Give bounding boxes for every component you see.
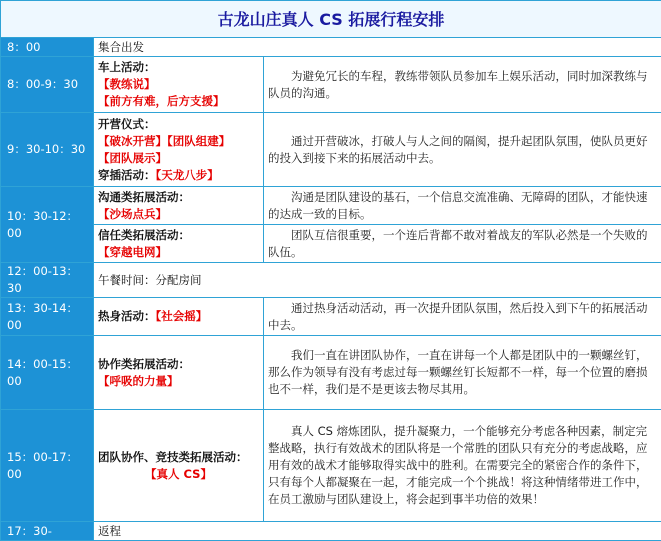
time-cell: 17：30- xyxy=(1,522,94,541)
activity-heading: 热身活动： xyxy=(98,309,156,323)
table-row xyxy=(1,298,661,336)
table-row xyxy=(1,187,661,225)
description-cell: 通过热身活动活动，再一次提升团队氛围，然后投入到下午的拓展活动中去。 xyxy=(264,298,661,336)
activity-tag: 【团队展示】 xyxy=(98,150,259,167)
activity-heading: 车上活动： xyxy=(98,59,259,76)
activity-tag: 【穿越电网】 xyxy=(98,244,259,261)
activity-cell xyxy=(94,187,264,225)
time-cell: 8：00-9：30 xyxy=(1,57,94,113)
table-row xyxy=(1,225,661,263)
activity-tag: 【前方有难，后方支援】 xyxy=(98,93,259,110)
activity-cell xyxy=(94,57,264,113)
activity-heading: 穿插活动： xyxy=(98,168,156,182)
table-row xyxy=(1,263,661,298)
table-row xyxy=(1,522,661,541)
time-cell: 15：00-17：00 xyxy=(1,410,94,522)
table-row xyxy=(1,57,661,113)
table-row xyxy=(1,410,661,522)
description-cell: 真人 CS 熔炼团队，提升凝聚力，一个能够充分考虑各种因素，制定完整战略，执行有效战术的团队将是一个常胜的团队只有充分的考虑战略，应用有效的战术才能够取得实战中的胜利。在需要完全的紧密合作的条件下，只有每个人都凝聚在一起，才能完成一个个挑战！将这种情绪带进工作中，在员工激励与团队建设上，将会起到事半功倍的效果！ xyxy=(264,410,661,522)
title-row xyxy=(1,1,661,38)
activity-cell xyxy=(94,298,264,336)
activity-heading: 开营仪式： xyxy=(98,116,259,133)
activity-cell xyxy=(94,410,264,522)
activity-heading: 信任类拓展活动： xyxy=(98,227,259,244)
time-cell: 14：00-15：00 xyxy=(1,336,94,410)
activity-tag: 【教练说】 xyxy=(98,76,259,93)
activity-tag: 【社会摇】 xyxy=(156,309,208,323)
activity-cell xyxy=(94,336,264,410)
time-cell: 10：30-12：00 xyxy=(1,187,94,263)
activity-heading: 协作类拓展活动： xyxy=(98,356,259,373)
activity-tag: 【天龙八步】 xyxy=(156,168,219,182)
time-cell: 13：30-14：00 xyxy=(1,298,94,336)
description-cell: 团队互信很重要，一个连后背都不敢对着战友的军队必然是一个失败的队伍。 xyxy=(264,225,661,263)
time-cell: 8：00 xyxy=(1,38,94,57)
activity-cell: 返程 xyxy=(94,522,661,541)
table-row xyxy=(1,113,661,187)
activity-tag: 【呼吸的力量】 xyxy=(98,373,259,390)
activity-cell: 集合出发 xyxy=(94,38,661,57)
activity-heading: 沟通类拓展活动： xyxy=(98,189,259,206)
table-row xyxy=(1,336,661,410)
activity-tag: 【破冰开营】【团队组建】 xyxy=(98,133,259,150)
activity-cell xyxy=(94,113,264,187)
description-cell: 沟通是团队建设的基石，一个信息交流准确、无障碍的团队，才能快速的达成一致的目标。 xyxy=(264,187,661,225)
page-title: 古龙山庄真人 CS 拓展行程安排 xyxy=(1,1,661,38)
time-cell: 12：00-13：30 xyxy=(1,263,94,298)
description-cell: 通过开营破冰，打破人与人之间的隔阂，提升起团队氛围，使队员更好的投入到接下来的拓展活动中去。 xyxy=(264,113,661,187)
activity-cell xyxy=(94,225,264,263)
table-row xyxy=(1,38,661,57)
activity-heading: 团队协作、竞技类拓展活动： xyxy=(98,449,259,466)
description-cell: 为避免冗长的车程，教练带领队员参加车上娱乐活动，同时加深教练与队员的沟通。 xyxy=(264,57,661,113)
activity-tag: 【沙场点兵】 xyxy=(98,206,259,223)
activity-tag: 【真人 CS】 xyxy=(98,466,259,483)
activity-cell: 午餐时间：分配房间 xyxy=(94,263,661,298)
description-cell: 我们一直在讲团队协作，一直在讲每一个人都是团队中的一颗螺丝钉，那么作为领导有没有考虑过每一颗螺丝钉长短都不一样，每一个位置的磨损也不一样，我们是不是更该去物尽其用。 xyxy=(264,336,661,410)
time-cell: 9：30-10：30 xyxy=(1,113,94,187)
